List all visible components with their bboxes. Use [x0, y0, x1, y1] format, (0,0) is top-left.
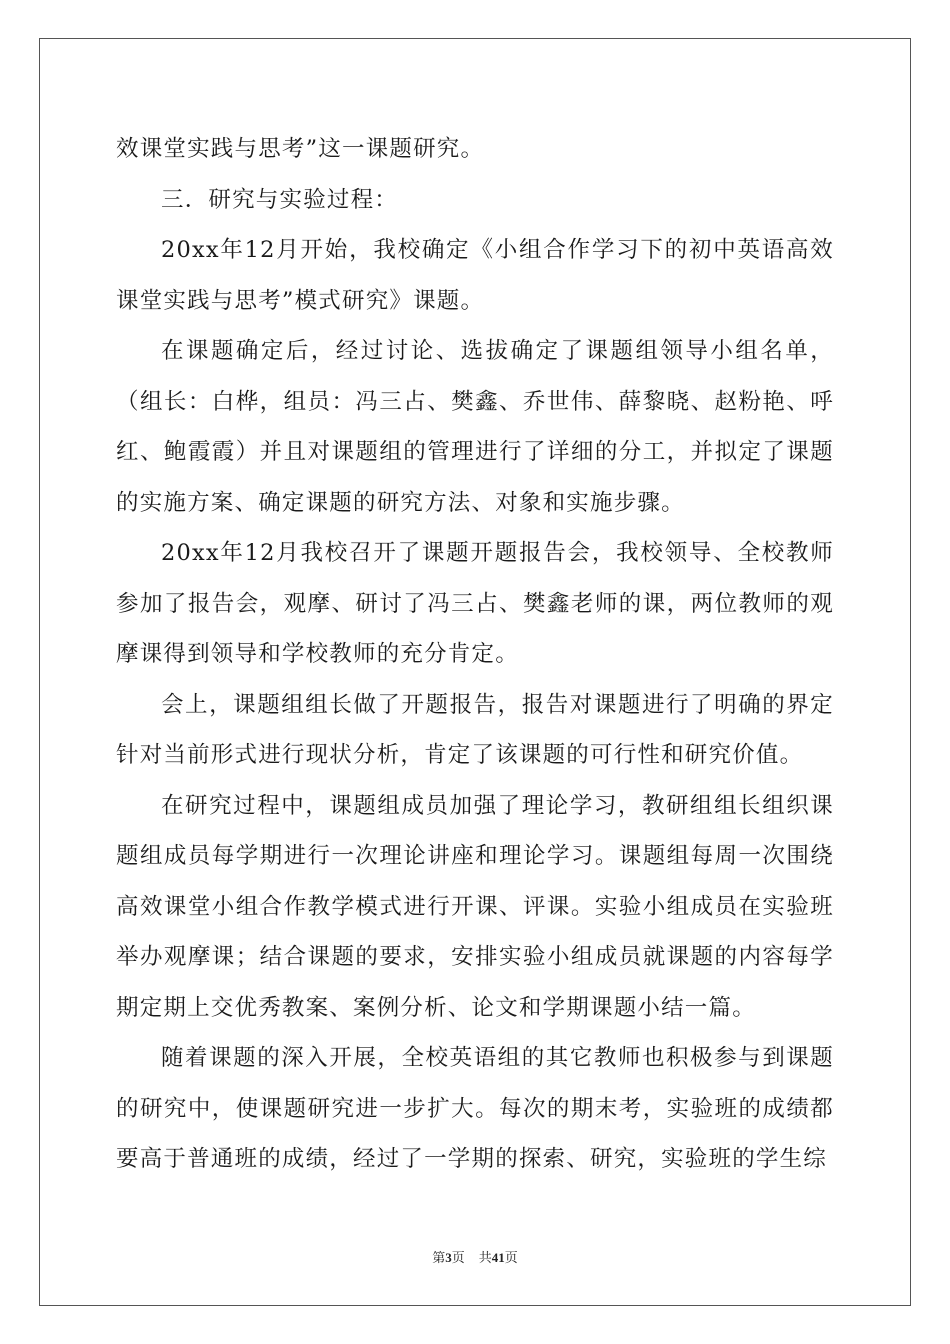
- footer-total-prefix: 共: [478, 1250, 492, 1265]
- paragraph: 会上，课题组组长做了开题报告，报告对课题进行了明确的界定针对当前形式进行现状分析，肯定了该课题的可行性和研究价值。: [116, 691, 834, 768]
- section-heading: 三．研究与实验过程：: [161, 186, 399, 213]
- paragraph: 20xx年12月开始，我校确定《小组合作学习下的初中英语高效课堂实践与思考”模式研究》课题。: [116, 237, 834, 314]
- current-page-number: 3: [445, 1250, 452, 1265]
- paragraph: 在研究过程中，课题组成员加强了理论学习，教研组组长组织课题组成员每学期进行一次理论讲座和理论学习。课题组每周一次围绕高效课堂小组合作教学模式进行开课、评课。实验小组成员在实验班举办观摩课；结合课题的要求，安排实验小组成员就课题的内容每学期定期上交优秀教案、案例分析、论文和学期课题小结一篇。: [116, 792, 834, 1021]
- total-pages-number: 41: [491, 1250, 505, 1265]
- paragraph: 随着课题的深入开展，全校英语组的其它教师也积极参与到课题的研究中，使课题研究进一步扩大。每次的期末考，实验班的成绩都要高于普通班的成绩，经过了一学期的探索、研究，实验班的学生综: [116, 1045, 834, 1172]
- footer-total-suffix: 页: [504, 1250, 518, 1265]
- paragraph: 在课题确定后，经过讨论、选拔确定了课题组领导小组名单，（组长：白桦，组员：冯三占、樊鑫、乔世伟、薛黎晓、赵粉艳、呼红、鲍霞霞）并且对课题组的管理进行了详细的分工，并拟定了课题的实施方案、确定课题的研究方法、对象和实施步骤。: [116, 338, 834, 516]
- paragraph: 20xx年12月我校召开了课题开题报告会，我校领导、全校教师参加了报告会，观摩、研讨了冯三占、樊鑫老师的课，两位教师的观摩课得到领导和学校教师的充分肯定。: [116, 540, 834, 667]
- footer-prefix: 第: [432, 1250, 446, 1265]
- page-footer: [0, 1247, 950, 1266]
- paragraph: 效课堂实践与思考”这一课题研究。: [116, 136, 485, 162]
- document-body: [116, 124, 834, 1185]
- footer-page-suffix: 页: [451, 1250, 465, 1265]
